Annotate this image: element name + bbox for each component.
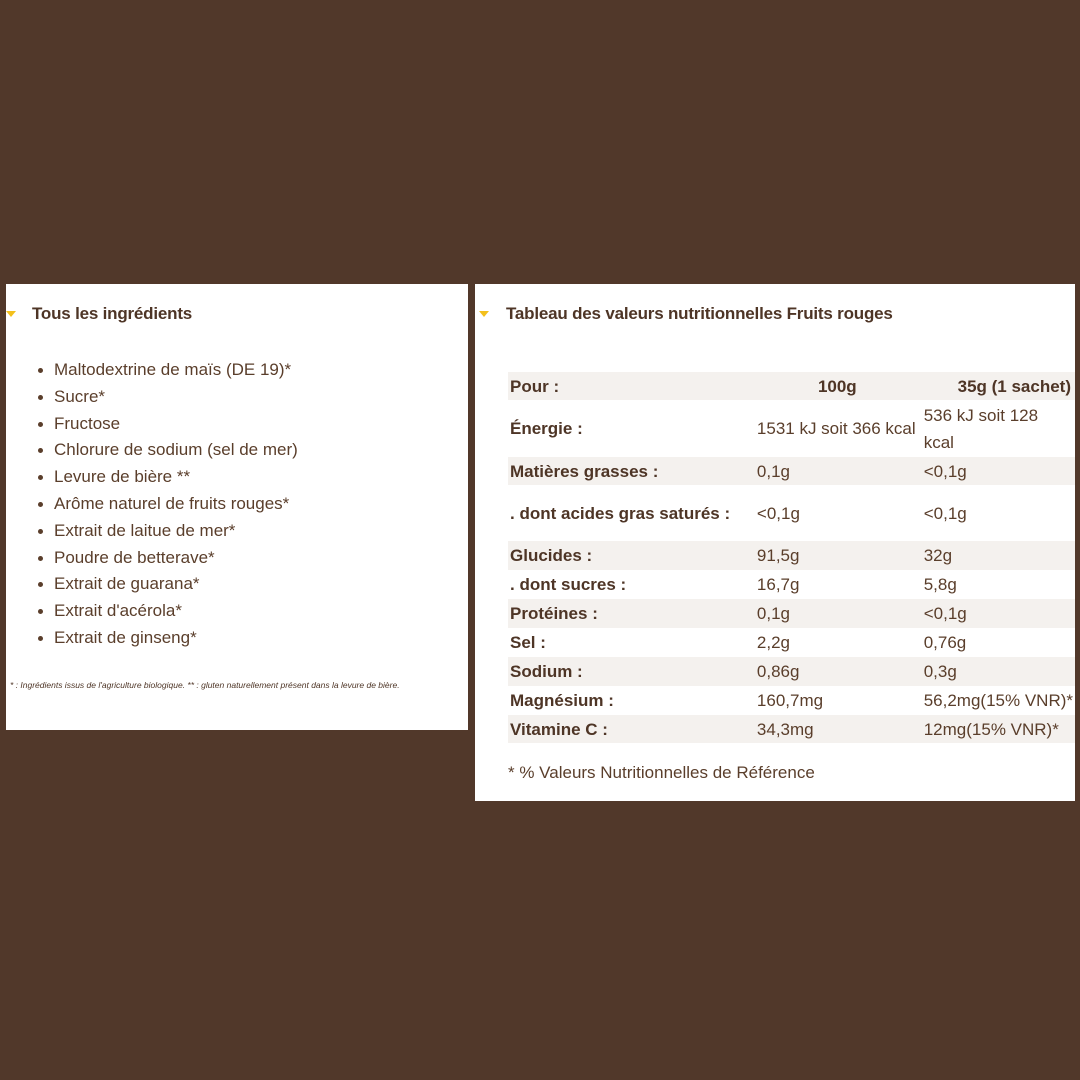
table-row bbox=[508, 485, 1075, 541]
list-item: Extrait de guarana* bbox=[36, 571, 298, 598]
row-value-100g: 91,5g bbox=[753, 541, 920, 570]
ingredients-header[interactable] bbox=[6, 302, 192, 326]
row-label: Glucides : bbox=[508, 541, 753, 570]
row-value-100g: 160,7mg bbox=[756, 691, 824, 710]
row-value-serving: 32g bbox=[920, 541, 1075, 570]
row-value-serving: 536 kJ soit 128 kcal bbox=[923, 405, 1039, 452]
row-value-serving: 56,2mg(15% VNR)* bbox=[923, 691, 1073, 710]
row-value-100g: 1531 kJ soit 366 kcal bbox=[756, 419, 916, 438]
row-label: Sodium : bbox=[508, 657, 753, 686]
row-label: . dont sucres : bbox=[510, 575, 627, 594]
ingredients-title[interactable]: Tous les ingrédients bbox=[32, 304, 193, 323]
row-label: Vitamine C : bbox=[508, 715, 753, 743]
row-label: Protéines : bbox=[508, 599, 753, 628]
list-item: Arôme naturel de fruits rouges* bbox=[36, 491, 298, 518]
list-item: Fructose bbox=[36, 411, 298, 438]
nutrition-table bbox=[508, 372, 1075, 743]
table-row bbox=[508, 657, 1075, 686]
ingredients-panel bbox=[6, 284, 468, 730]
row-value-100g: 0,86g bbox=[753, 657, 920, 686]
nutrition-panel bbox=[475, 284, 1075, 801]
row-value-serving: 12mg(15% VNR)* bbox=[920, 715, 1075, 743]
row-label: . dont acides gras saturés : bbox=[510, 503, 731, 523]
row-label: Sel : bbox=[510, 633, 546, 652]
list-item: Extrait d'acérola* bbox=[36, 598, 298, 625]
row-label: Magnésium : bbox=[510, 691, 614, 710]
row-value-100g: 0,1g bbox=[753, 457, 920, 485]
row-value-100g: 16,7g bbox=[756, 575, 800, 594]
row-value-serving: 0,76g bbox=[923, 633, 967, 652]
list-item: Maltodextrine de maïs (DE 19)* bbox=[36, 357, 298, 384]
row-value-100g: 0,1g bbox=[753, 599, 920, 628]
header-col-100g: 100g bbox=[753, 372, 920, 400]
table-header-row bbox=[508, 372, 1075, 400]
list-item: Levure de bière ** bbox=[36, 464, 298, 491]
row-value-serving: <0,1g bbox=[920, 457, 1075, 485]
table-row bbox=[508, 457, 1075, 485]
caret-down-icon[interactable] bbox=[479, 311, 489, 317]
header-col-serving: 35g (1 sachet) bbox=[920, 372, 1075, 400]
caret-down-icon[interactable] bbox=[6, 311, 16, 317]
list-item: Chlorure de sodium (sel de mer) bbox=[36, 437, 298, 464]
row-value-100g: <0,1g bbox=[756, 503, 800, 523]
row-value-serving: <0,1g bbox=[923, 503, 967, 523]
table-row bbox=[508, 570, 1075, 599]
row-value-100g: 2,2g bbox=[756, 633, 790, 652]
nutrition-title[interactable]: Tableau des valeurs nutritionnelles Fruits rouges bbox=[506, 304, 893, 323]
table-row bbox=[508, 400, 1075, 457]
table-row bbox=[508, 628, 1075, 657]
row-value-100g: 34,3mg bbox=[753, 715, 920, 743]
nutrition-header[interactable] bbox=[479, 302, 893, 326]
list-item: Extrait de ginseng* bbox=[36, 625, 298, 652]
table-row bbox=[508, 686, 1075, 715]
table-row bbox=[508, 541, 1075, 570]
nutrition-footnote: * % Valeurs Nutritionnelles de Référence bbox=[508, 763, 815, 782]
list-item: Sucre* bbox=[36, 384, 298, 411]
table-row bbox=[508, 715, 1075, 743]
ingredients-footnote: * : Ingrédients issus de l'agriculture biologique. ** : gluten naturellement présent dans la levure de bière. bbox=[10, 680, 400, 690]
row-label: Matières grasses : bbox=[508, 457, 753, 485]
ingredient-list bbox=[36, 357, 298, 652]
row-label: Énergie : bbox=[510, 419, 583, 438]
header-label: Pour : bbox=[508, 372, 753, 400]
row-value-serving: 5,8g bbox=[923, 575, 957, 594]
list-item: Extrait de laitue de mer* bbox=[36, 518, 298, 545]
list-item: Poudre de betterave* bbox=[36, 545, 298, 572]
table-row bbox=[508, 599, 1075, 628]
row-value-serving: <0,1g bbox=[920, 599, 1075, 628]
row-value-serving: 0,3g bbox=[920, 657, 1075, 686]
